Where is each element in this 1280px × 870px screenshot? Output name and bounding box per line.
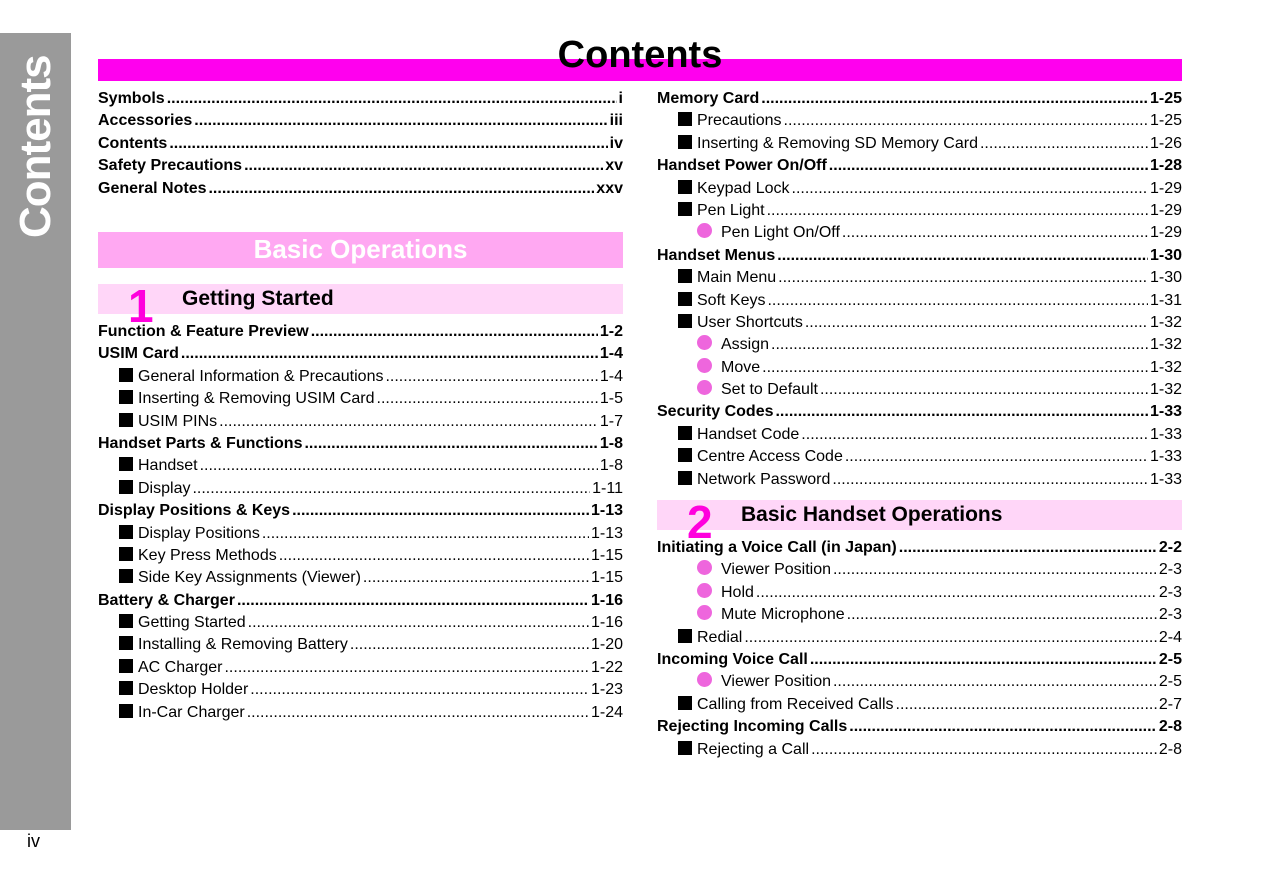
dot-leader [237, 590, 589, 612]
toc-entry-page: 1-25 [1149, 90, 1182, 107]
dot-leader [792, 178, 1148, 200]
dot-leader [899, 537, 1157, 559]
circle-bullet-icon [697, 358, 712, 373]
toc-entry-label: Handset Code [697, 425, 800, 443]
dot-leader [847, 604, 1157, 626]
dot-leader [829, 155, 1148, 177]
toc-entry [98, 523, 623, 545]
chapter-1-title: Getting Started [182, 287, 334, 310]
dot-leader [167, 88, 617, 110]
circle-bullet-icon [697, 223, 712, 238]
toc-entry-label: Redial [697, 628, 743, 646]
toc-entry-label: Getting Started [138, 614, 246, 632]
dot-leader [849, 716, 1157, 738]
square-bullet-icon [119, 390, 133, 404]
toc-entry-label: Viewer Position [721, 561, 831, 579]
toc-entry [657, 200, 1182, 222]
circle-bullet-icon [697, 605, 712, 620]
square-bullet-icon [678, 112, 692, 126]
toc-entry [657, 446, 1182, 468]
toc-entry [98, 545, 623, 567]
toc-entry [98, 411, 623, 433]
square-bullet-icon [678, 471, 692, 485]
square-bullet-icon [119, 480, 133, 494]
side-tab [0, 33, 71, 830]
dot-leader [762, 357, 1148, 379]
toc-entry-label: Pen Light On/Off [721, 224, 840, 242]
chapter-1-entries [98, 321, 623, 724]
toc-entry-label: Handset Menus [657, 246, 776, 264]
dot-leader [248, 612, 589, 634]
square-bullet-icon [119, 368, 133, 382]
toc-entry-page: 1-32 [1149, 381, 1182, 399]
dot-leader [244, 155, 603, 177]
square-bullet-icon [119, 413, 133, 427]
dot-leader [262, 523, 589, 545]
toc-entry [657, 178, 1182, 200]
toc-entry-label: Incoming Voice Call [657, 650, 808, 668]
square-bullet-icon [678, 135, 692, 149]
toc-entry-label: Set to Default [721, 381, 818, 399]
toc-entry [657, 537, 1182, 559]
dot-leader [980, 133, 1148, 155]
toc-entry-page: 1-4 [599, 367, 623, 385]
toc-entry-label: Contents [98, 134, 168, 152]
toc-entry [98, 590, 623, 612]
page-title: Contents [557, 34, 723, 76]
toc-entry-page: 1-32 [1149, 358, 1182, 376]
toc-entry-label: Precautions [697, 112, 782, 130]
chapter-1-band [98, 284, 623, 314]
toc-entry-label: Rejecting Incoming Calls [657, 718, 848, 736]
dot-leader [767, 200, 1148, 222]
toc-entry-label: Assign [721, 336, 770, 354]
dot-leader [192, 478, 590, 500]
toc-entry-page: 2-7 [1158, 695, 1182, 713]
dot-leader [845, 446, 1148, 468]
toc-entry-page: 1-8 [599, 457, 623, 475]
toc-entry [98, 567, 623, 589]
toc-entry-label: Inserting & Removing SD Memory Card [697, 134, 978, 152]
toc-entry-label: Display Positions [138, 524, 260, 542]
toc-entry [98, 702, 623, 724]
toc-entry-label: Safety Precautions [98, 157, 243, 175]
toc-entry-page: 1-13 [590, 502, 623, 520]
toc-entry [657, 312, 1182, 334]
circle-bullet-icon [697, 380, 712, 395]
square-bullet-icon [119, 704, 133, 718]
toc-entry-page: 1-28 [1149, 157, 1182, 175]
circle-bullet-icon [697, 583, 712, 598]
toc-entry [657, 716, 1182, 738]
toc-entry [657, 88, 1182, 110]
toc-entry [98, 433, 623, 455]
toc-entry [657, 290, 1182, 312]
toc-entry-label: Centre Access Code [697, 448, 843, 466]
toc-entry-label: Display Positions & Keys [98, 502, 291, 520]
toc-entry [98, 500, 623, 522]
dot-leader [833, 671, 1157, 693]
toc-entry-label: Memory Card [657, 90, 760, 107]
toc-entry-page: 2-3 [1158, 606, 1182, 624]
square-bullet-icon [678, 269, 692, 283]
toc-entry-page: 1-5 [599, 390, 623, 408]
square-bullet-icon [678, 629, 692, 643]
page-number: iv [27, 831, 40, 851]
dot-leader [311, 321, 598, 343]
square-bullet-icon [678, 696, 692, 710]
toc-entry [98, 110, 623, 132]
toc-entry [657, 110, 1182, 132]
circle-bullet-icon [697, 560, 712, 575]
dot-leader [247, 702, 589, 724]
square-bullet-icon [678, 292, 692, 306]
dot-leader [777, 245, 1148, 267]
toc-entry [98, 321, 623, 343]
toc-entry [98, 679, 623, 701]
dot-leader [784, 110, 1148, 132]
toc-entry-label: USIM Card [98, 345, 179, 363]
toc-entry [657, 379, 1182, 401]
dot-leader [820, 379, 1148, 401]
toc-entry [657, 469, 1182, 491]
square-bullet-icon [678, 314, 692, 328]
toc-entry [657, 334, 1182, 356]
toc-entry [98, 133, 623, 155]
toc-entry-label: AC Charger [138, 658, 223, 676]
toc-entry-page: 1-31 [1149, 291, 1182, 309]
toc-entry [98, 155, 623, 177]
toc-entry-page: 2-3 [1158, 561, 1182, 579]
chapter-2-entries [657, 537, 1182, 761]
toc-entry [657, 155, 1182, 177]
square-bullet-icon [678, 741, 692, 755]
toc-entry-page: 1-15 [590, 569, 623, 587]
square-bullet-icon [678, 180, 692, 194]
toc-entry-label: Viewer Position [721, 673, 831, 691]
toc-entry-label: Pen Light [697, 201, 765, 219]
toc-entry-label: Battery & Charger [98, 591, 235, 609]
toc-entry-page: 1-33 [1149, 403, 1182, 421]
toc-entry-page: 1-30 [1149, 246, 1182, 264]
toc-entry-page: 1-23 [590, 681, 623, 699]
toc-entry-label: USIM PINs [138, 412, 218, 430]
toc-entry-page: 2-3 [1158, 583, 1182, 601]
toc-entry-label: Calling from Received Calls [697, 695, 894, 713]
toc-entry [657, 559, 1182, 581]
square-bullet-icon [119, 457, 133, 471]
toc-entry-page: i [618, 90, 623, 107]
toc-entry-label: Accessories [98, 112, 193, 130]
toc-entry-page: 1-29 [1149, 201, 1182, 219]
toc-entry [657, 424, 1182, 446]
toc-entry-page: 1-26 [1149, 134, 1182, 152]
circle-bullet-icon [697, 672, 712, 687]
toc-entry-label: Inserting & Removing USIM Card [138, 390, 375, 408]
dot-leader [810, 649, 1157, 671]
toc-entry-label: General Information & Precautions [138, 367, 384, 385]
toc-entry-page: 1-15 [590, 546, 623, 564]
toc-entry-page: iii [609, 112, 623, 130]
toc-entry-label: Network Password [697, 470, 831, 488]
toc-entry-page: 1-25 [1149, 112, 1182, 130]
square-bullet-icon [119, 547, 133, 561]
toc-entry [98, 343, 623, 365]
toc-entry [657, 267, 1182, 289]
toc-entry-page: 1-4 [599, 345, 623, 363]
toc-entry-page: 1-11 [592, 479, 623, 497]
toc-entry-page: 1-16 [590, 614, 623, 632]
toc-entry-label: In-Car Charger [138, 703, 245, 721]
dot-leader [833, 559, 1157, 581]
dot-leader [169, 133, 607, 155]
toc-entry-page: xxv [596, 179, 623, 197]
toc-entry-label: Handset Parts & Functions [98, 434, 303, 452]
square-bullet-icon [119, 569, 133, 583]
dot-leader [756, 582, 1157, 604]
toc-entry-page: 1-33 [1149, 448, 1182, 466]
dot-leader [200, 455, 598, 477]
toc-entry [98, 455, 623, 477]
toc-entry [657, 604, 1182, 626]
side-tab-label: Contents [11, 55, 60, 238]
chapter-1-number: 1 [128, 280, 154, 332]
dot-leader [896, 694, 1157, 716]
toc-entry [98, 657, 623, 679]
toc-entry-page: 1-33 [1149, 470, 1182, 488]
dot-leader [208, 178, 594, 200]
toc-entry [657, 401, 1182, 423]
toc-entry [98, 478, 623, 500]
toc-entry-label: Installing & Removing Battery [138, 636, 348, 654]
square-bullet-icon [678, 448, 692, 462]
toc-entry-label: Handset Power On/Off [657, 157, 827, 175]
toc-entry-page: 1-24 [590, 703, 623, 721]
square-bullet-icon [119, 525, 133, 539]
dot-leader [224, 657, 588, 679]
square-bullet-icon [119, 681, 133, 695]
dot-leader [771, 334, 1148, 356]
dot-leader [767, 290, 1147, 312]
toc-entry-label: General Notes [98, 179, 207, 197]
toc-entry-page: 2-8 [1158, 740, 1182, 758]
dot-leader [194, 110, 607, 132]
chapter-2-title: Basic Handset Operations [741, 503, 1003, 526]
toc-entry-page: 1-32 [1149, 336, 1182, 354]
dot-leader [350, 634, 589, 656]
toc-entry-page: xv [605, 157, 623, 175]
right-top-entries [657, 88, 1182, 491]
dot-leader [279, 545, 589, 567]
dot-leader [761, 88, 1148, 110]
toc-entry-label: Rejecting a Call [697, 740, 810, 758]
toc-entry-page: iv [609, 134, 623, 152]
toc-entry-label: Mute Microphone [721, 606, 845, 624]
square-bullet-icon [119, 614, 133, 628]
square-bullet-icon [119, 636, 133, 650]
toc-entry-page: 1-33 [1149, 425, 1182, 443]
toc-entry [657, 222, 1182, 244]
toc-entry-label: Display [138, 479, 191, 497]
toc-entry-page: 2-4 [1158, 628, 1182, 646]
toc-entry [657, 649, 1182, 671]
toc-entry-page: 1-29 [1149, 179, 1182, 197]
toc-entry-label: Desktop Holder [138, 681, 249, 699]
toc-entry-page: 1-30 [1149, 269, 1182, 287]
toc-entry-page: 2-8 [1158, 718, 1182, 736]
toc-entry-page: 1-2 [599, 323, 623, 340]
toc-entry-label: Initiating a Voice Call (in Japan) [657, 539, 897, 556]
section-heading: Basic Operations [253, 234, 468, 264]
dot-leader [181, 343, 598, 365]
square-bullet-icon [119, 659, 133, 673]
dot-leader [778, 267, 1148, 289]
toc-entry [657, 133, 1182, 155]
toc-entry-page: 1-22 [590, 658, 623, 676]
toc-entry [657, 694, 1182, 716]
toc-entry-label: Soft Keys [697, 291, 766, 309]
toc-entry-page: 1-20 [590, 636, 623, 654]
square-bullet-icon [678, 426, 692, 440]
toc-entry [98, 388, 623, 410]
toc-entry [657, 357, 1182, 379]
toc-entry-page: 2-5 [1158, 650, 1182, 668]
left-top-entries [98, 88, 623, 200]
toc-entry-page: 1-8 [599, 434, 623, 452]
dot-leader [801, 424, 1148, 446]
dot-leader [304, 433, 597, 455]
toc-entry-label: Keypad Lock [697, 179, 790, 197]
toc-entry-page: 1-29 [1149, 224, 1182, 242]
toc-entry-page: 2-5 [1158, 673, 1182, 691]
toc-entry-page: 1-32 [1149, 313, 1182, 331]
toc-entry-page: 1-13 [590, 524, 623, 542]
toc-entry [98, 178, 623, 200]
toc-entry-label: Security Codes [657, 403, 774, 421]
dot-leader [744, 627, 1157, 649]
dot-leader [775, 401, 1147, 423]
toc-entry [657, 582, 1182, 604]
toc-entry-page: 1-7 [599, 412, 623, 430]
dot-leader [292, 500, 589, 522]
toc-entry [98, 88, 623, 110]
toc-entry [98, 366, 623, 388]
chapter-2-number: 2 [687, 496, 713, 548]
dot-leader [842, 222, 1148, 244]
dot-leader [385, 366, 597, 388]
dot-leader [805, 312, 1148, 334]
toc-entry-label: User Shortcuts [697, 313, 803, 331]
toc-entry-label: Hold [721, 583, 754, 601]
toc-entry [657, 245, 1182, 267]
dot-leader [377, 388, 598, 410]
toc-entry [657, 627, 1182, 649]
toc-entry [657, 739, 1182, 761]
toc-entry-label: Side Key Assignments (Viewer) [138, 569, 361, 587]
dot-leader [363, 567, 589, 589]
toc-entry-label: Symbols [98, 90, 165, 107]
dot-leader [832, 469, 1148, 491]
toc-entry-page: 1-16 [590, 591, 623, 609]
toc-entry [98, 634, 623, 656]
toc-entry-page: 2-2 [1158, 539, 1182, 556]
toc-entry [98, 612, 623, 634]
dot-leader [250, 679, 589, 701]
dot-leader [811, 739, 1157, 761]
toc-entry-label: Handset [138, 457, 198, 475]
toc-entry-label: Move [721, 358, 761, 376]
toc-entry-label: Main Menu [697, 269, 777, 287]
circle-bullet-icon [697, 335, 712, 350]
square-bullet-icon [678, 202, 692, 216]
dot-leader [219, 411, 598, 433]
toc-entry [657, 671, 1182, 693]
toc-entry-label: Function & Feature Preview [98, 323, 309, 340]
toc-entry-label: Key Press Methods [138, 546, 277, 564]
